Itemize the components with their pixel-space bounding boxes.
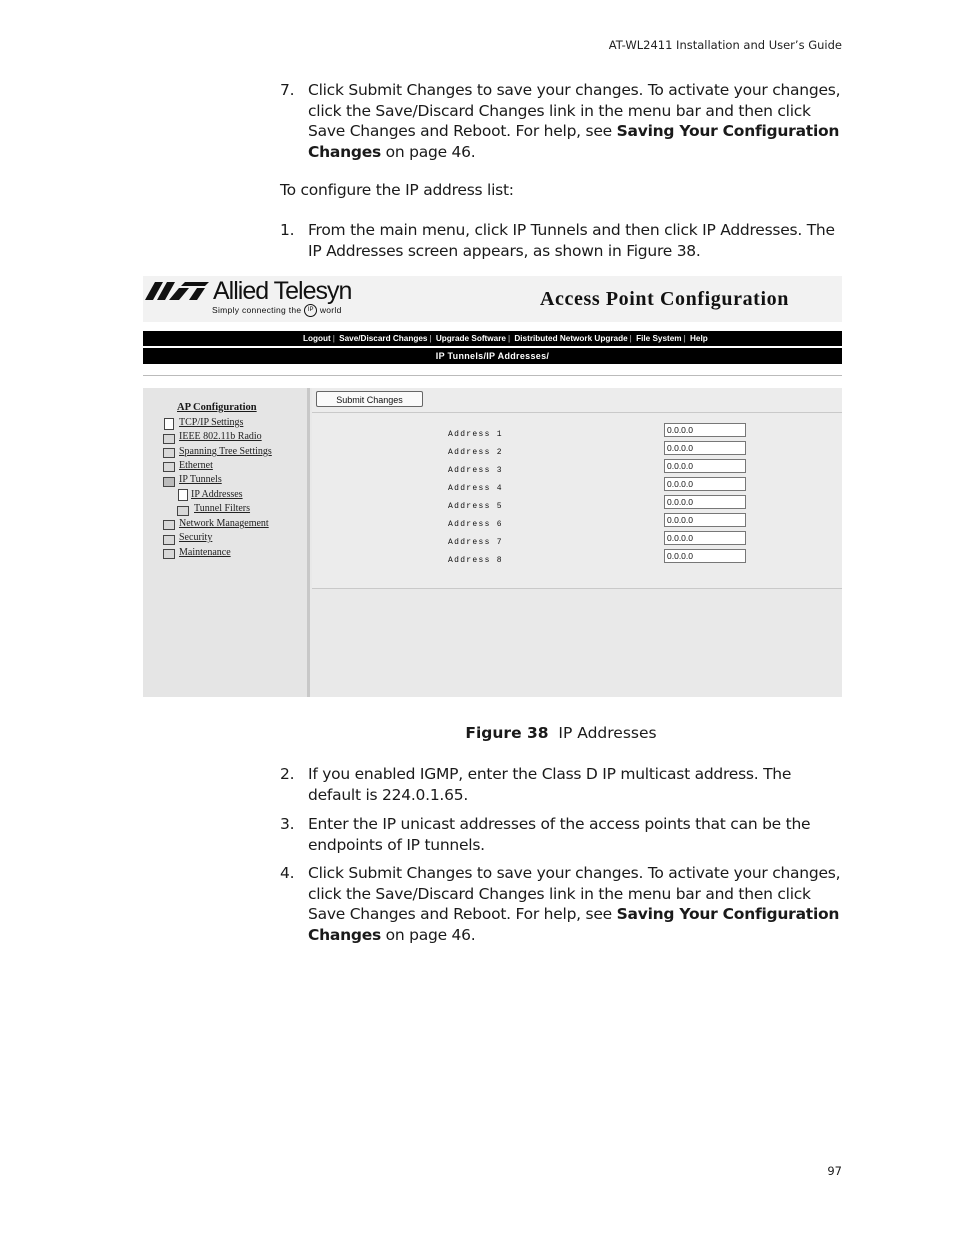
breadcrumb: IP Tunnels/IP Addresses/	[143, 348, 842, 364]
intro-text: To configure the IP address list:	[280, 181, 514, 199]
divider	[312, 412, 842, 413]
tree-item-ip-tunnels[interactable]: IP Tunnels	[179, 474, 222, 485]
menu-file-system[interactable]: File System	[636, 334, 682, 343]
folder-icon	[163, 535, 175, 545]
address-4-field[interactable]	[664, 477, 746, 491]
menu-logout[interactable]: Logout	[303, 334, 331, 343]
tree-item-tunnel-filters[interactable]: Tunnel Filters	[194, 503, 251, 514]
figure-caption	[0, 724, 954, 742]
menu-upgrade-software[interactable]: Upgrade Software	[435, 334, 506, 343]
tree-item-network-management[interactable]: Network Management	[179, 518, 269, 529]
step-number: 4.	[280, 864, 295, 882]
address-2-label: Address 2	[448, 448, 503, 457]
address-8-label: Address 8	[448, 556, 503, 565]
address-7-field[interactable]	[664, 531, 746, 545]
document-icon	[178, 489, 188, 501]
open-folder-icon	[163, 477, 175, 487]
folder-icon	[163, 520, 175, 530]
folder-icon	[163, 434, 175, 444]
address-7-label: Address 7	[448, 538, 503, 547]
folder-icon	[163, 462, 175, 472]
step-text: If you enabled IGMP, enter the Class D IP multicast address. The default is 224.0.1.65.	[308, 765, 792, 804]
ip-badge-icon: IP	[304, 304, 317, 317]
divider	[143, 375, 842, 376]
page-number: 97	[827, 1164, 842, 1178]
step-number: 3.	[280, 815, 295, 833]
step-1	[280, 220, 845, 261]
tree-item-tcpip[interactable]: TCP/IP Settings	[179, 417, 244, 428]
step-2	[280, 764, 845, 805]
folder-icon	[163, 549, 175, 559]
address-5-field[interactable]	[664, 495, 746, 509]
address-3-field[interactable]	[664, 459, 746, 473]
tree-item-security[interactable]: Security	[179, 532, 213, 543]
tree-root-ap-configuration[interactable]: AP Configuration	[177, 402, 257, 413]
figure-screenshot	[143, 276, 842, 697]
step-suffix: on page 46.	[381, 142, 476, 161]
step-7	[280, 80, 845, 162]
tree-item-radio[interactable]: IEEE 802.11b Radio	[179, 431, 262, 442]
address-3-label: Address 3	[448, 466, 503, 475]
step-number: 1.	[280, 221, 295, 239]
tree-item-maintenance[interactable]: Maintenance	[179, 547, 231, 558]
step-text: Click Submit Changes to save your changes. To activate your changes, click the Save/Discard Changes link in the menu bar and then click Save Changes and Reboot. For help, see	[308, 864, 841, 923]
menu-help[interactable]: Help	[690, 334, 708, 343]
step-suffix: on page 46.	[381, 925, 476, 944]
cross-reference-link[interactable]: Saving Your Configuration Changes	[308, 905, 840, 944]
menu-bar: Logout | Save/Discard Changes | Upgrade Software | Distributed Network Upgrade | File System | Help	[143, 331, 842, 346]
allied-telesyn-logo-icon	[145, 282, 209, 300]
tree-item-ethernet[interactable]: Ethernet	[179, 460, 213, 471]
step-4	[280, 863, 845, 945]
address-5-label: Address 5	[448, 502, 503, 511]
menu-save-discard[interactable]: Save/Discard Changes	[339, 334, 428, 343]
step-text: From the main menu, click IP Tunnels and then click IP Addresses. The IP Addresses screen appears, as shown in Figure 38.	[308, 221, 835, 260]
folder-icon	[177, 506, 189, 516]
figure-label: Figure 38	[465, 724, 549, 742]
document-icon	[164, 418, 174, 430]
submit-changes-button[interactable]: Submit Changes	[316, 391, 423, 407]
step-text: Click Submit Changes to save your changes. To activate your changes, click the Save/Discard Changes link in the menu bar and then click Save Changes and Reboot. For help, see	[308, 81, 841, 140]
menu-distributed-upgrade[interactable]: Distributed Network Upgrade	[514, 334, 628, 343]
address-1-label: Address 1	[448, 430, 503, 439]
sidebar-tree	[143, 388, 310, 697]
banner	[143, 276, 842, 322]
address-8-field[interactable]	[664, 549, 746, 563]
app-title: Access Point Configuration	[540, 288, 789, 310]
address-4-label: Address 4	[448, 484, 503, 493]
tree-item-spanning-tree[interactable]: Spanning Tree Settings	[179, 446, 272, 457]
folder-icon	[163, 448, 175, 458]
address-2-field[interactable]	[664, 441, 746, 455]
cross-reference-link[interactable]: Saving Your Configuration Changes	[308, 122, 840, 161]
figure-title: IP Addresses	[558, 724, 657, 742]
address-1-field[interactable]	[664, 423, 746, 437]
step-number: 2.	[280, 765, 295, 783]
content-pane	[310, 388, 842, 697]
step-text: Enter the IP unicast addresses of the access points that can be the endpoints of IP tunnels.	[308, 815, 811, 854]
running-header: AT-WL2411 Installation and User’s Guide	[608, 38, 842, 52]
brand-name: Allied Telesyn	[213, 277, 352, 305]
step-3	[280, 814, 845, 855]
address-6-label: Address 6	[448, 520, 503, 529]
tree-item-ip-addresses[interactable]: IP Addresses	[191, 489, 243, 500]
brand-tagline: Simply connecting the IP world	[212, 304, 342, 317]
step-number: 7.	[280, 81, 295, 99]
address-6-field[interactable]	[664, 513, 746, 527]
